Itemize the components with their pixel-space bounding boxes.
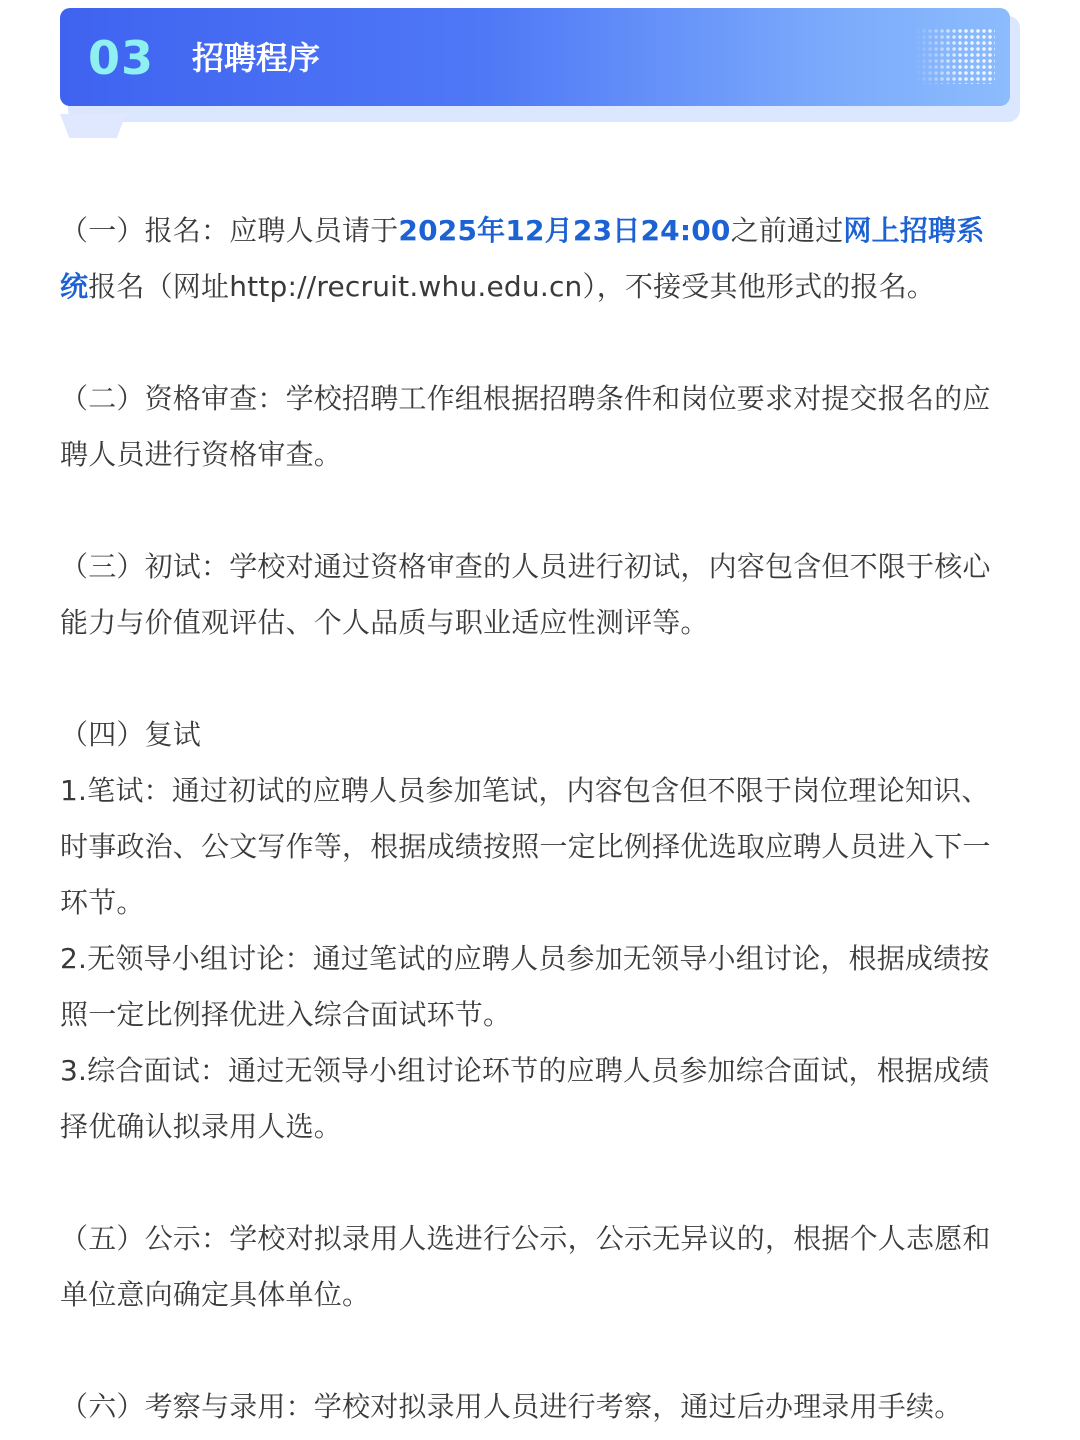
- spacer: [60, 315, 1005, 371]
- spacer: [60, 483, 1005, 539]
- spacer: [60, 651, 1005, 707]
- spacer: [60, 1323, 1005, 1379]
- recruitment-system-name: 网上招聘系统: [60, 214, 985, 303]
- section-title: 招聘程序: [192, 39, 321, 77]
- registration-deadline: 2025年12月23日24:00: [398, 214, 731, 247]
- registration-suffix: 报名（网址http://recruit.whu.edu.cn），不接受其他形式的报名。: [88, 270, 936, 303]
- second-interview-item-comprehensive: 3.综合面试：通过无领导小组讨论环节的应聘人员参加综合面试，根据成绩择优确认拟录用人选。: [60, 1054, 990, 1143]
- procedure-content: [60, 203, 1005, 1435]
- step-preliminary-test: （三）初试：学校对通过资格审查的人员进行初试，内容包含但不限于核心能力与价值观评估、个人品质与职业适应性测评等。: [60, 550, 991, 639]
- step-registration: [60, 203, 1005, 315]
- header-banner: [60, 8, 1010, 106]
- step-qualification-review: （二）资格审查：学校招聘工作组根据招聘条件和岗位要求对提交报名的应聘人员进行资格审查。: [60, 382, 991, 471]
- second-interview-item-group-discussion: 2.无领导小组讨论：通过笔试的应聘人员参加无领导小组讨论，根据成绩按照一定比例择优进入综合面试环节。: [60, 942, 990, 1031]
- second-interview-item-written: 1.笔试：通过初试的应聘人员参加笔试，内容包含但不限于岗位理论知识、时事政治、公文写作等，根据成绩按照一定比例择优选取应聘人员进入下一环节。: [60, 774, 991, 919]
- section-number: 03: [88, 31, 155, 85]
- step-inspection-hiring: （六）考察与录用：学校对拟录用人员进行考察，通过后办理录用手续。: [60, 1390, 963, 1423]
- spacer: [60, 1155, 1005, 1211]
- registration-middle: 之前通过: [730, 214, 844, 247]
- step-publicity: （五）公示：学校对拟录用人选进行公示，公示无异议的，根据个人志愿和单位意向确定具体单位。: [60, 1222, 991, 1311]
- registration-prefix: （一）报名：应聘人员请于: [60, 214, 399, 247]
- dot-pattern-icon: [915, 28, 995, 84]
- header-tab-decoration: [60, 114, 126, 138]
- section-header: [60, 8, 1020, 138]
- step-second-interview-heading: （四）复试: [60, 718, 202, 751]
